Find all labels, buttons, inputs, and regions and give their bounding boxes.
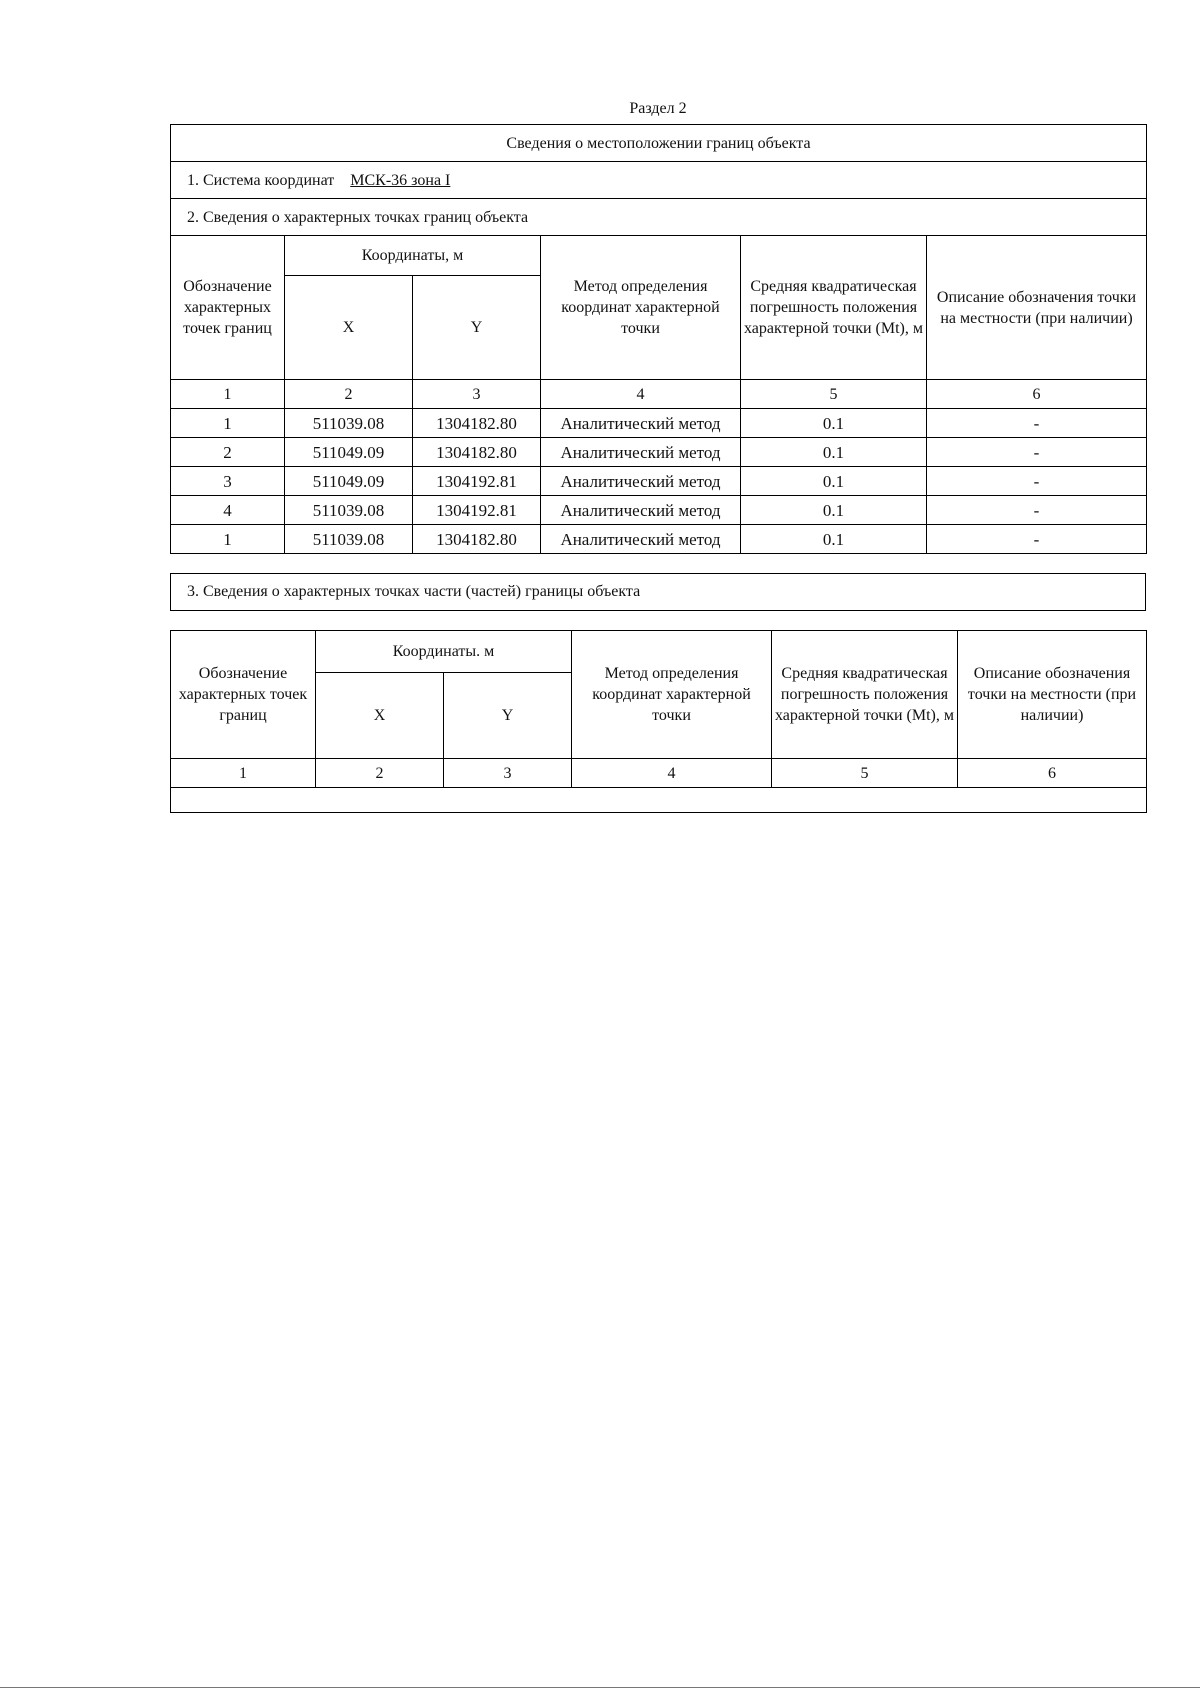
header-method: Метод определения координат характерной точки xyxy=(541,236,741,380)
header-method: Метод определения координат характерной точки xyxy=(572,631,772,759)
section3-heading: 3. Сведения о характерных точках части (частей) границы объекта xyxy=(187,583,641,600)
coord-system-value: МСК-36 зона I xyxy=(350,171,451,189)
col-number: 4 xyxy=(572,759,772,788)
col-number: 4 xyxy=(541,380,741,409)
cell-method: Аналитический метод xyxy=(541,467,741,496)
cell-error: 0.1 xyxy=(741,525,927,554)
cell-error: 0.1 xyxy=(741,409,927,438)
col-number: 1 xyxy=(171,759,316,788)
col-number: 6 xyxy=(958,759,1147,788)
points-heading: 2. Сведения о характерных точках границ объекта xyxy=(171,199,1147,236)
header-x: X xyxy=(285,276,413,380)
table-row xyxy=(171,467,1147,496)
cell-desc: - xyxy=(927,525,1147,554)
cell-error: 0.1 xyxy=(741,438,927,467)
section-title: Раздел 2 xyxy=(629,100,687,117)
col-number: 2 xyxy=(316,759,444,788)
empty-row xyxy=(171,788,1147,813)
column-numbers-row xyxy=(171,380,1147,409)
header-description: Описание обозначения точки на местности (при наличии) xyxy=(958,631,1147,759)
header-error: Средняя квадратическая погрешность положения характерной точки (Mt), м xyxy=(772,631,958,759)
table-row xyxy=(171,438,1147,467)
cell-point: 1 xyxy=(171,525,285,554)
page-bottom-line xyxy=(0,1687,1200,1688)
table-row xyxy=(171,409,1147,438)
cell-method: Аналитический метод xyxy=(541,409,741,438)
cell-point: 4 xyxy=(171,496,285,525)
cell-x: 511049.09 xyxy=(285,467,413,496)
header-error: Средняя квадратическая погрешность положения характерной точки (Mt), м xyxy=(741,236,927,380)
header-description: Описание обозначения точки на местности (при наличии) xyxy=(927,236,1147,380)
table-row xyxy=(171,496,1147,525)
cell-y: 1304182.80 xyxy=(413,438,541,467)
cell-desc: - xyxy=(927,467,1147,496)
cell-point: 2 xyxy=(171,438,285,467)
section3-heading-box xyxy=(170,573,1146,611)
cell-y: 1304192.81 xyxy=(413,496,541,525)
cell-method: Аналитический метод xyxy=(541,438,741,467)
cell-x: 511049.09 xyxy=(285,438,413,467)
cell-error: 0.1 xyxy=(741,467,927,496)
cell-point: 1 xyxy=(171,409,285,438)
col-number: 2 xyxy=(285,380,413,409)
cell-method: Аналитический метод xyxy=(541,525,741,554)
cell-error: 0.1 xyxy=(741,496,927,525)
header-y: Y xyxy=(413,276,541,380)
cell-y: 1304192.81 xyxy=(413,467,541,496)
coord-system-label: 1. Система координат xyxy=(187,171,335,189)
column-numbers-row xyxy=(171,759,1147,788)
cell-x: 511039.08 xyxy=(285,496,413,525)
col-number: 3 xyxy=(444,759,572,788)
table-title: Сведения о местоположении границ объекта xyxy=(171,125,1147,162)
cell-x: 511039.08 xyxy=(285,525,413,554)
coord-system-row xyxy=(171,162,1147,199)
col-number: 5 xyxy=(741,380,927,409)
cell-desc: - xyxy=(927,438,1147,467)
cell-y: 1304182.80 xyxy=(413,409,541,438)
cell-desc: - xyxy=(927,409,1147,438)
header-x: X xyxy=(316,673,444,759)
header-y: Y xyxy=(444,673,572,759)
table-row xyxy=(171,525,1147,554)
col-number: 1 xyxy=(171,380,285,409)
cell-y: 1304182.80 xyxy=(413,525,541,554)
header-designation: Обозначение характерных точек границ xyxy=(171,236,285,380)
cell-method: Аналитический метод xyxy=(541,496,741,525)
col-number: 6 xyxy=(927,380,1147,409)
header-coords: Координаты. м xyxy=(316,631,572,673)
cell-desc: - xyxy=(927,496,1147,525)
empty-cell xyxy=(171,788,1147,813)
cell-point: 3 xyxy=(171,467,285,496)
header-coords: Координаты, м xyxy=(285,236,541,276)
cell-x: 511039.08 xyxy=(285,409,413,438)
header-designation: Обозначение характерных точек границ xyxy=(171,631,316,759)
part-boundary-points-table xyxy=(170,630,1147,813)
boundary-points-table xyxy=(170,124,1147,554)
col-number: 5 xyxy=(772,759,958,788)
col-number: 3 xyxy=(413,380,541,409)
